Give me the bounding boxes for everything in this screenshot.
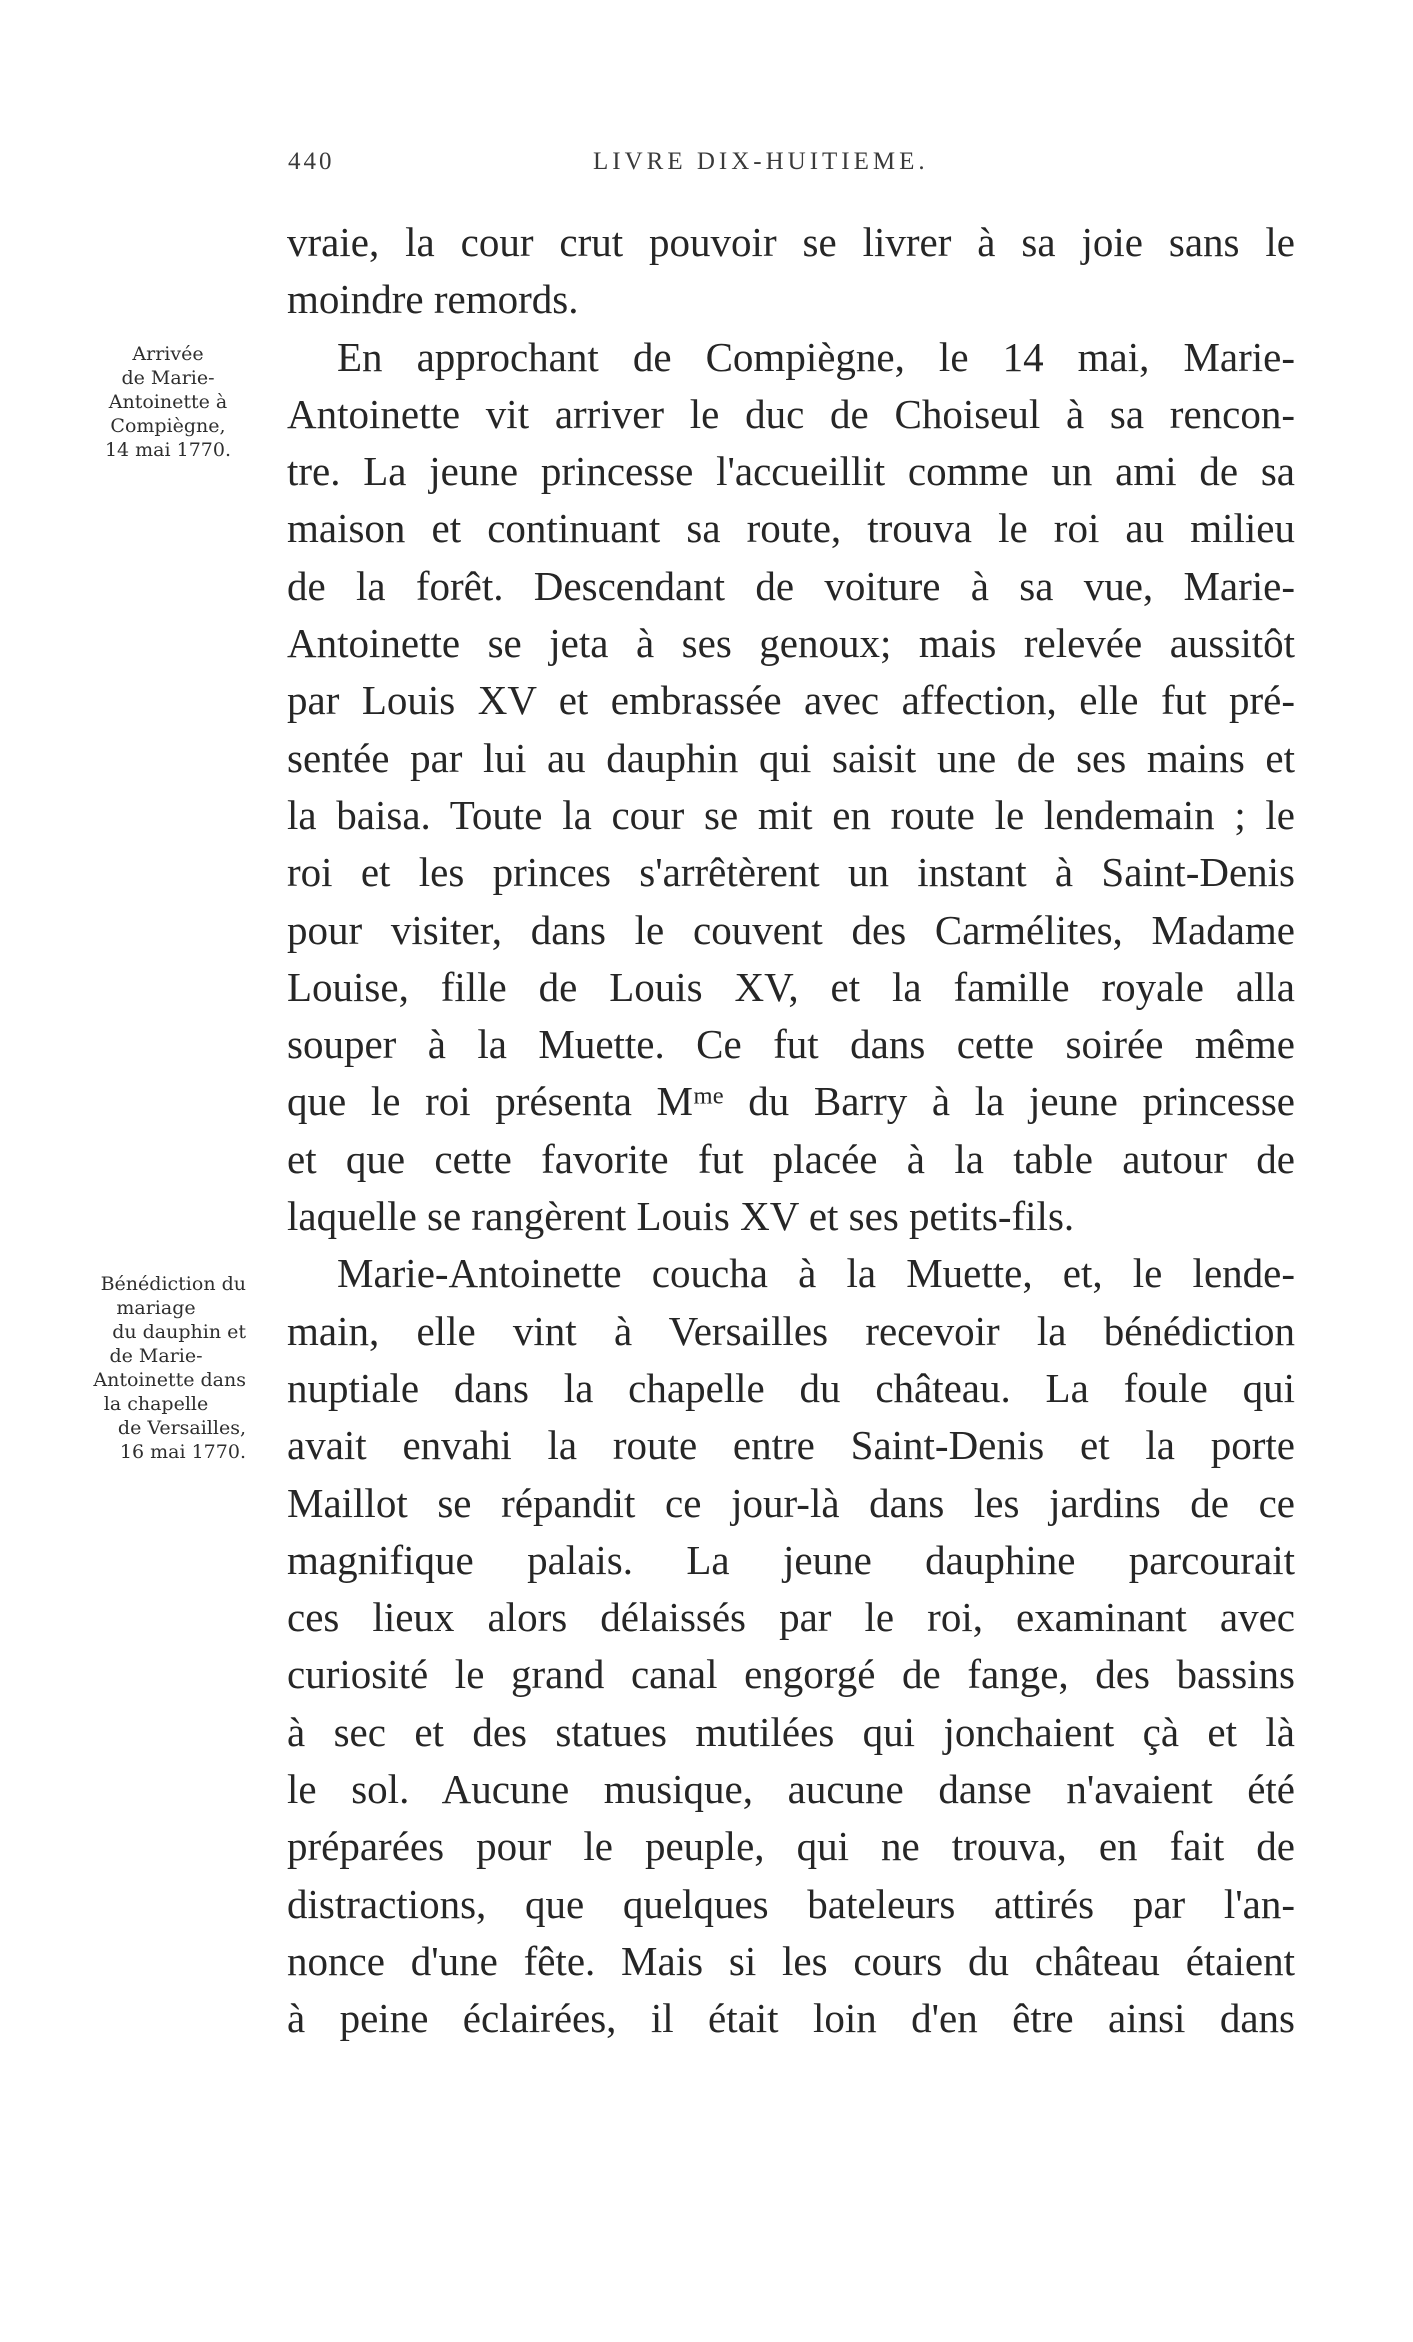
text-line: Marie-Antoinette coucha à la Muette, et, le lende-: [337, 1250, 1295, 1297]
text-line: En approchant de Compiègne, le 14 mai, Marie-: [337, 333, 1295, 380]
sidenote-line: de Marie-: [121, 367, 215, 389]
text-line: magnifique palais. La jeune dauphine parcourait: [287, 1536, 1295, 1583]
text-line: Maillot se répandit ce jour-là dans les jardins de ce: [287, 1479, 1295, 1526]
text-line: vraie, la cour crut pouvoir se livrer à sa joie sans le: [287, 219, 1295, 265]
text-line: maison et continuant sa route, trouva le roi au milieu: [287, 505, 1295, 552]
text-line: à peine éclairées, il était loin d'en être ainsi dans: [287, 1995, 1295, 2042]
sidenote-line: de Marie-: [109, 1345, 203, 1367]
text-line: curiosité le grand canal engorgé de fange, des bassins: [287, 1651, 1295, 1698]
text-line: la baisa. Toute la cour se mit en route le lendemain ; le: [287, 791, 1295, 838]
sidenote-line: 14 mai 1770.: [104, 439, 232, 461]
sidenote-arrival: [78, 342, 258, 462]
sidenote-line: Arrivée: [132, 343, 204, 365]
text-line: nonce d'une fête. Mais si les cours du château étaient: [287, 1937, 1295, 1984]
text-line: main, elle vint à Versailles recevoir la bénédiction: [287, 1307, 1295, 1354]
sidenote-line: 16 mai 1770.: [119, 1441, 246, 1463]
text-line: pour visiter, dans le couvent des Carmélites, Madame: [287, 906, 1295, 953]
sidenote-line: Compiègne,: [110, 415, 226, 437]
text-line: Antoinette vit arriver le duc de Choiseul à sa rencon-: [287, 390, 1295, 437]
text-line: distractions, que quelques bateleurs attirés par l'an-: [287, 1880, 1295, 1927]
text-line: laquelle se rangèrent Louis XV et ses petits-fils.: [287, 1193, 1075, 1240]
book-title: LIVRE DIX-HUITIEME.: [593, 148, 929, 175]
sidenote-benediction: [66, 1272, 246, 1464]
text-line: le sol. Aucune musique, aucune danse n'avaient été: [287, 1766, 1295, 1813]
text-line: ces lieux alors délaissés par le roi, examinant avec: [287, 1594, 1295, 1641]
sidenote-line: Antoinette à: [108, 391, 228, 413]
sidenote-line: mariage: [116, 1297, 196, 1319]
sidenote-line: de Versailles,: [117, 1417, 246, 1439]
text-line: nuptiale dans la chapelle du château. La foule qui: [287, 1364, 1295, 1411]
text-line: Antoinette se jeta à ses genoux; mais relevée aussitôt: [287, 620, 1295, 667]
running-head: [288, 148, 1298, 188]
page-number: 440: [288, 148, 335, 175]
text-line: moindre remords.: [287, 276, 579, 323]
text-line: de la forêt. Descendant de voiture à sa vue, Marie-: [287, 562, 1295, 609]
text-line: que le roi présenta Mᵐᵉ du Barry à la jeune princesse: [287, 1078, 1295, 1125]
body-text: [287, 214, 1295, 2048]
sidenote-line: Bénédiction du: [100, 1273, 246, 1295]
text-line: avait envahi la route entre Saint-Denis et la porte: [287, 1422, 1295, 1469]
text-line: par Louis XV et embrassée avec affection, elle fut pré-: [287, 677, 1295, 724]
text-line: souper à la Muette. Ce fut dans cette soirée même: [287, 1021, 1295, 1068]
sidenote-line: Antoinette dans: [93, 1369, 246, 1391]
sidenote-line: la chapelle: [103, 1393, 209, 1415]
text-line: à sec et des statues mutilées qui jonchaient çà et là: [287, 1708, 1295, 1755]
text-line: tre. La jeune princesse l'accueillit comme un ami de sa: [287, 448, 1295, 495]
text-line: préparées pour le peuple, qui ne trouva, en fait de: [287, 1823, 1295, 1870]
text-line: roi et les princes s'arrêtèrent un instant à Saint-Denis: [287, 849, 1295, 896]
text-line: Louise, fille de Louis XV, et la famille royale alla: [287, 963, 1295, 1010]
text-line: sentée par lui au dauphin qui saisit une de ses mains et: [287, 734, 1295, 781]
sidenote-line: du dauphin et: [112, 1321, 246, 1343]
text-line: et que cette favorite fut placée à la table autour de: [287, 1135, 1295, 1182]
